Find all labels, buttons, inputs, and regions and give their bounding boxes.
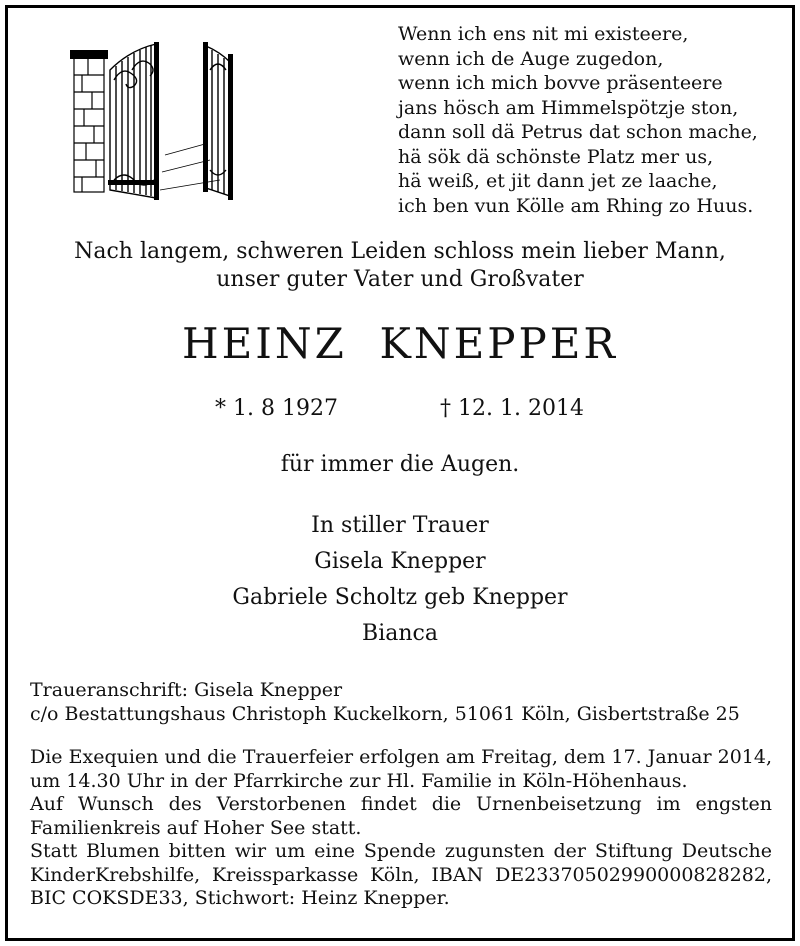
poem-line: ich ben vun Kölle am Rhing zo Huus. <box>398 194 754 217</box>
details-line: Statt Blumen bitten wir um eine Spende zugunsten der Stiftung Deutsche <box>30 840 772 862</box>
details-line: KinderKrebshilfe, Kreissparkasse Köln, IBAN DE23370502990000828282, <box>30 863 772 886</box>
poem-line: wenn ich mich bovve präsenteere <box>398 72 723 94</box>
mourners <box>0 508 800 652</box>
open-gate-illustration <box>70 40 240 200</box>
deceased-name: HEINZ KNEPPER <box>181 319 619 368</box>
birth-date: * 1. 8 1927 <box>215 396 338 421</box>
details-line: BIC COKSDE33, Stichwort: Heinz Knepper. <box>30 887 450 909</box>
details-line: Die Exequien und die Trauerfeier erfolgen am Freitag, dem 17. Januar 2014, <box>30 746 772 768</box>
details-line: Auf Wunsch des Verstorbenen findet die Urnenbeisetzung im engsten <box>30 793 772 815</box>
details-line: um 14.30 Uhr in der Pfarrkirche zur Hl. Familie in Köln-Höhenhaus. <box>30 769 688 792</box>
address-line: Traueranschrift: Gisela Knepper <box>30 679 343 701</box>
details-line: Familienkreis auf Hoher See statt. <box>30 816 362 839</box>
poem-line: jans hösch am Himmelspötzje ston, <box>398 96 739 119</box>
poem-line: hä sök dä schönste Platz mer us, <box>398 145 714 168</box>
poem <box>398 22 778 218</box>
closing-line: für immer die Augen. <box>280 452 520 477</box>
poem-line: dann soll dä Petrus dat schon mache, <box>398 121 758 143</box>
death-date: † 12. 1. 2014 <box>440 396 584 421</box>
poem-line: Wenn ich ens nit mi existeere, <box>398 23 689 45</box>
mourner-line: Bianca <box>362 621 438 646</box>
intro-line: Nach langem, schweren Leiden schloss mein lieber Mann, <box>74 239 726 264</box>
address-line: c/o Bestattungshaus Christoph Kuckelkorn, 51061 Köln, Gisbertstraße 25 <box>30 703 740 725</box>
intro-line: unser guter Vater und Großvater <box>216 267 584 292</box>
mourner-line: Gabriele Scholtz geb Knepper <box>232 585 568 610</box>
mourner-line: In stiller Trauer <box>311 513 489 538</box>
poem-line: hä weiß, et jit dann jet ze laache, <box>398 170 718 192</box>
service-details <box>30 746 772 911</box>
intro-text <box>0 238 800 294</box>
mourning-address <box>30 678 740 726</box>
poem-line: wenn ich de Auge zugedon, <box>398 47 664 70</box>
mourner-line: Gisela Knepper <box>314 549 486 574</box>
